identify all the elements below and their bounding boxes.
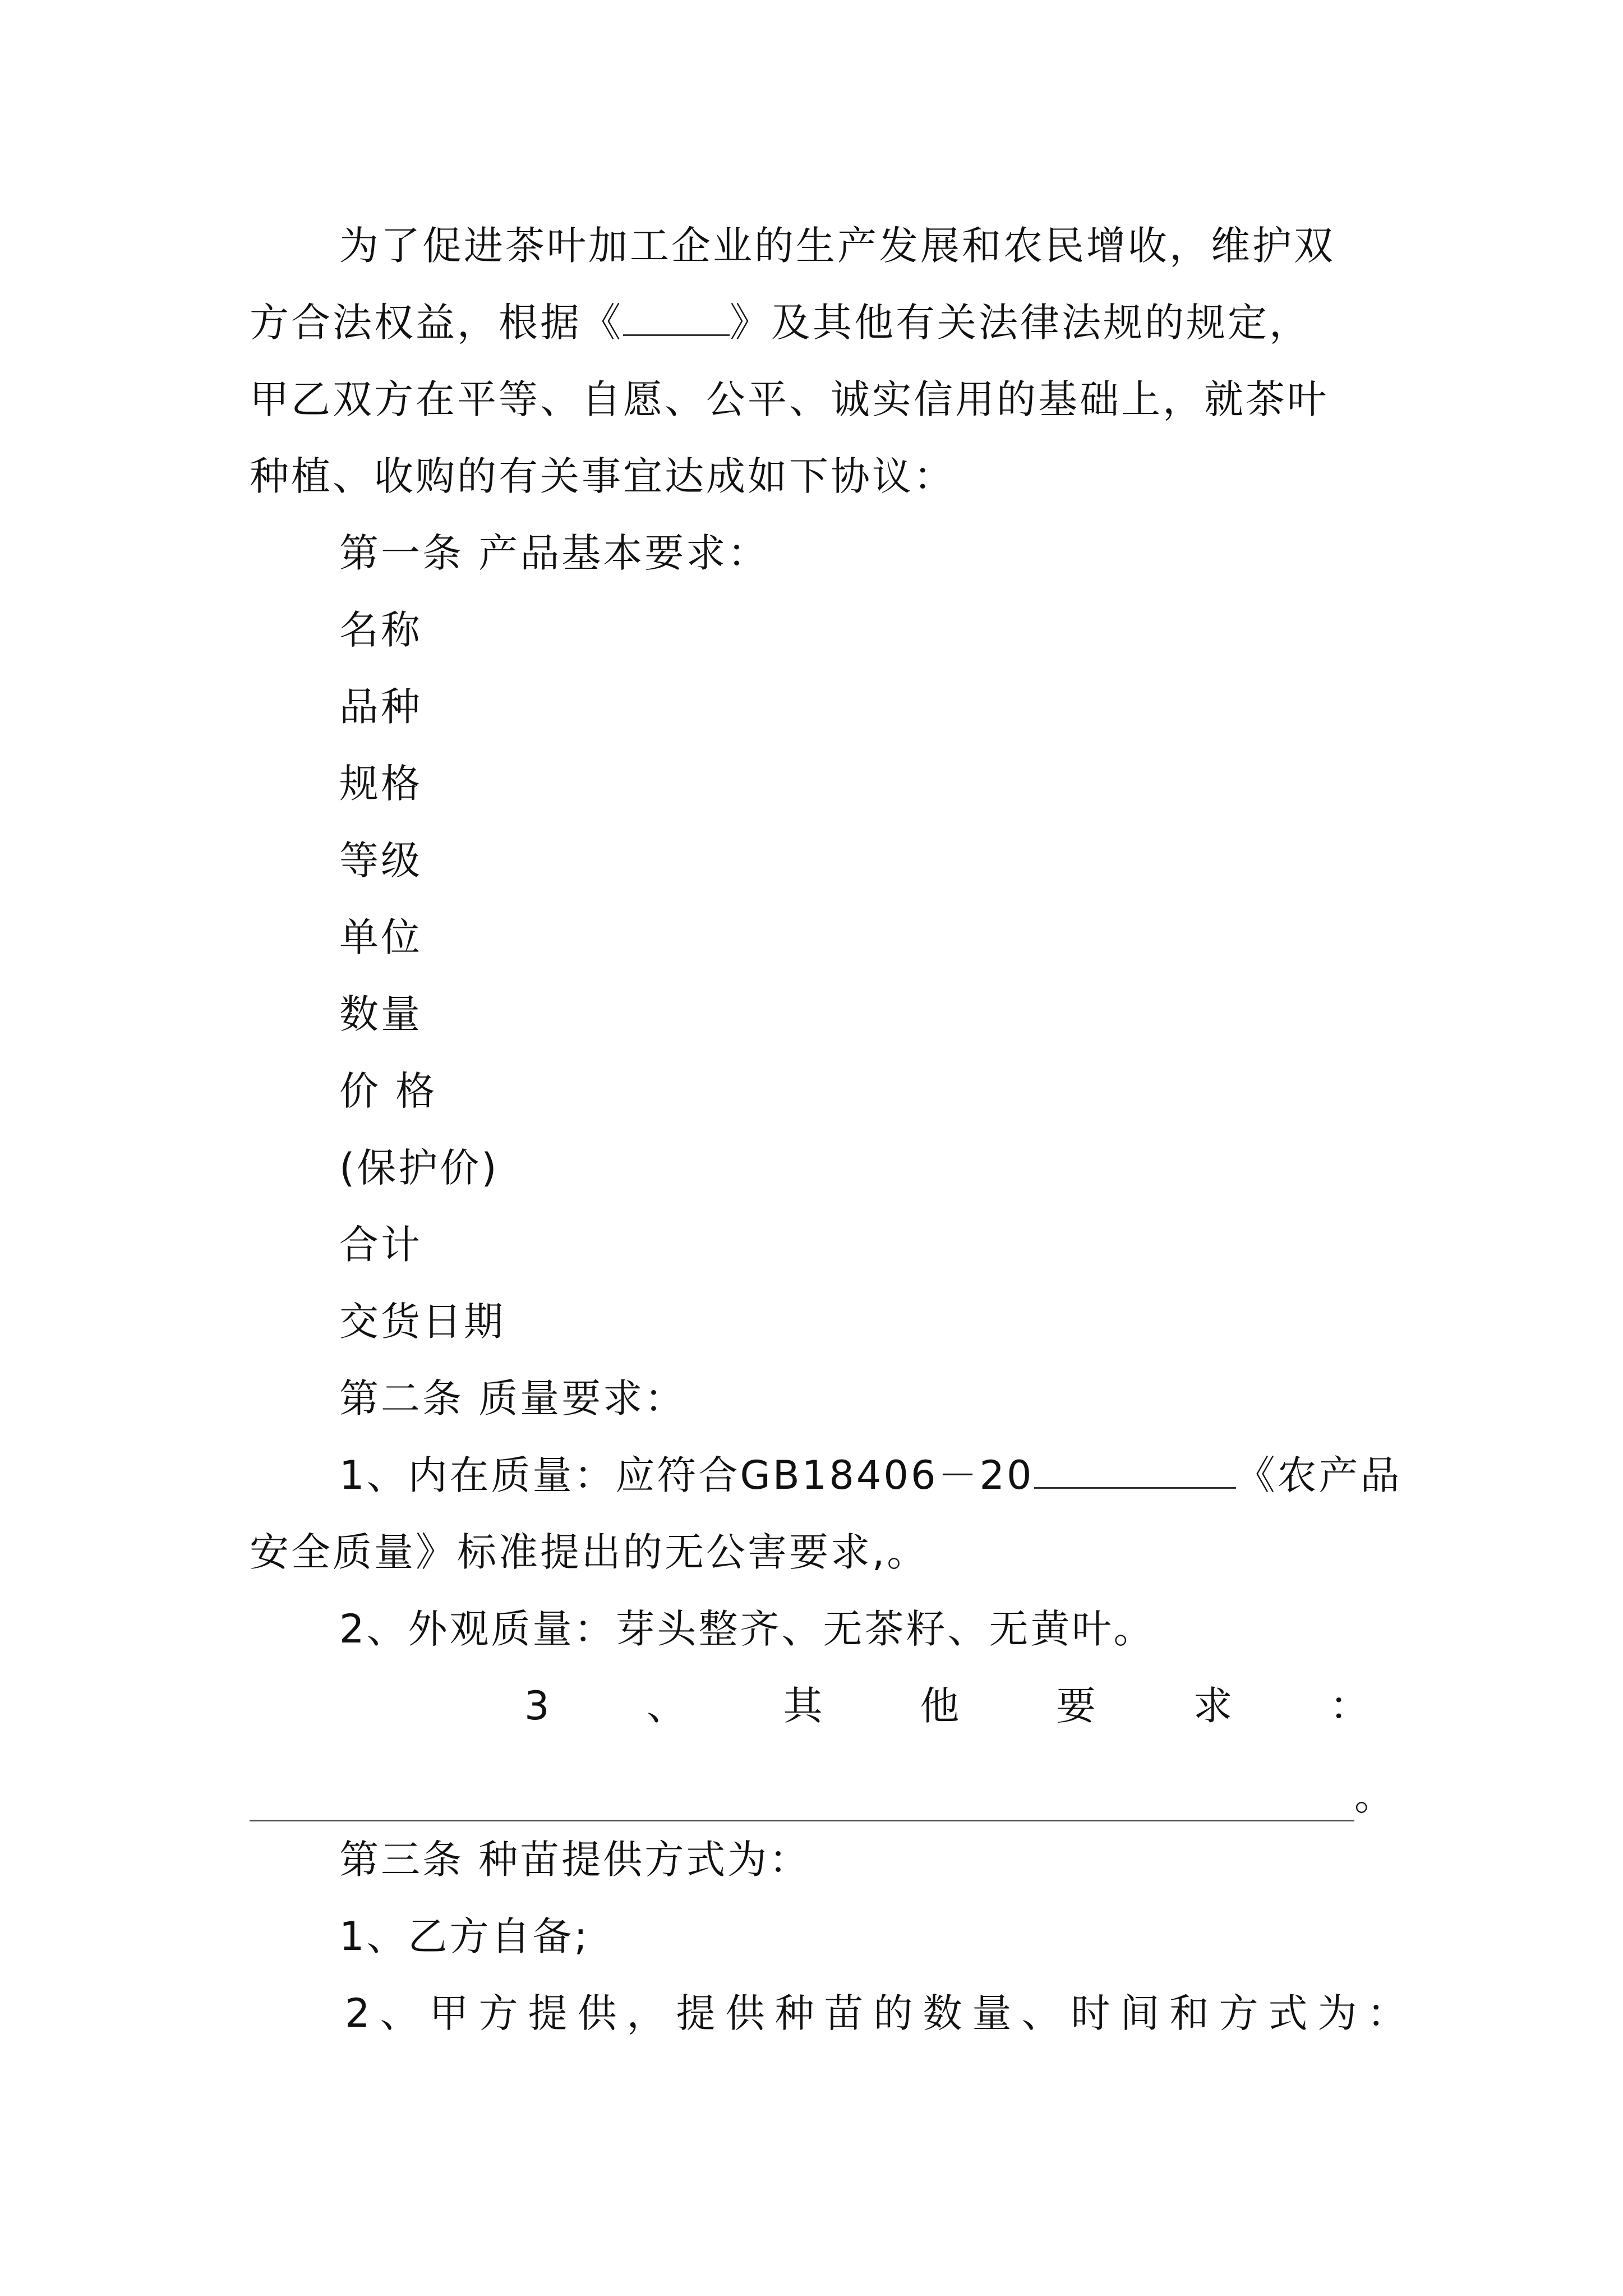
article-1-item: 等级 bbox=[339, 838, 422, 884]
standard-year-blank bbox=[1034, 1453, 1236, 1489]
item-3-char: 、 bbox=[647, 1683, 689, 1729]
item-3-char: 求 bbox=[1193, 1683, 1235, 1729]
article-1-item: 合计 bbox=[339, 1222, 422, 1268]
article-2-item-3 bbox=[250, 1668, 1371, 1745]
article-2-item-1-cont: 安全质量》标准提出的无公害要求,。 bbox=[250, 1529, 929, 1575]
document-body bbox=[250, 208, 1417, 2052]
article-2-item-1 bbox=[250, 1437, 1402, 1514]
intro-line-2-end: 》及其他有关法律法规的规定， bbox=[730, 300, 1311, 346]
article-2-item-2: 2、外观质量：芽头整齐、无茶籽、无黄叶。 bbox=[339, 1606, 1155, 1652]
item-3-char: 其 bbox=[783, 1683, 825, 1729]
intro-line-1: 为了促进茶叶加工企业的生产发展和农民增收，维护双 bbox=[339, 223, 1335, 269]
article-1-item: (保护价) bbox=[339, 1145, 499, 1191]
article-1-item: 名称 bbox=[339, 607, 422, 653]
article-2-item-1-start: 1、内在质量：应符合GB18406－20 bbox=[339, 1452, 1034, 1498]
period: 。 bbox=[1354, 1773, 1394, 1819]
item-3-char: ： bbox=[1329, 1683, 1371, 1729]
article-3-item-2: 2、甲方提供，提供种苗的数量、时间和方式为： bbox=[345, 1990, 1417, 2036]
article-3-item-1: 1、乙方自备; bbox=[339, 1913, 590, 1959]
article-1-item: 数量 bbox=[339, 991, 422, 1037]
intro-line-2-start: 方合法权益，根据《 bbox=[250, 300, 623, 346]
article-1-item: 单位 bbox=[339, 914, 422, 960]
law-name-blank bbox=[623, 301, 730, 336]
article-1-item: 品种 bbox=[339, 684, 422, 730]
article-1-item: 价 格 bbox=[339, 1068, 437, 1114]
intro-line-2 bbox=[250, 284, 1394, 361]
intro-line-4: 种植、收购的有关事宜达成如下协议： bbox=[250, 453, 955, 499]
item-3-char: 要 bbox=[1056, 1683, 1098, 1729]
article-1-item: 规格 bbox=[339, 761, 422, 807]
article-3-heading: 第三条 种苗提供方式为： bbox=[339, 1837, 811, 1883]
item-3-char: 3 bbox=[524, 1683, 552, 1729]
article-2-heading: 第二条 质量要求： bbox=[339, 1375, 686, 1421]
article-2-item-1-end: 《农产品 bbox=[1235, 1452, 1402, 1498]
article-1-item: 交货日期 bbox=[339, 1299, 505, 1345]
other-requirements-blank-row bbox=[250, 1745, 1394, 1821]
intro-line-3: 甲乙双方在平等、自愿、公平、诚实信用的基础上，就茶叶 bbox=[250, 376, 1329, 422]
item-3-char: 他 bbox=[920, 1683, 962, 1729]
other-requirements-blank bbox=[250, 1780, 1354, 1821]
article-1-heading: 第一条 产品基本要求： bbox=[339, 530, 769, 576]
